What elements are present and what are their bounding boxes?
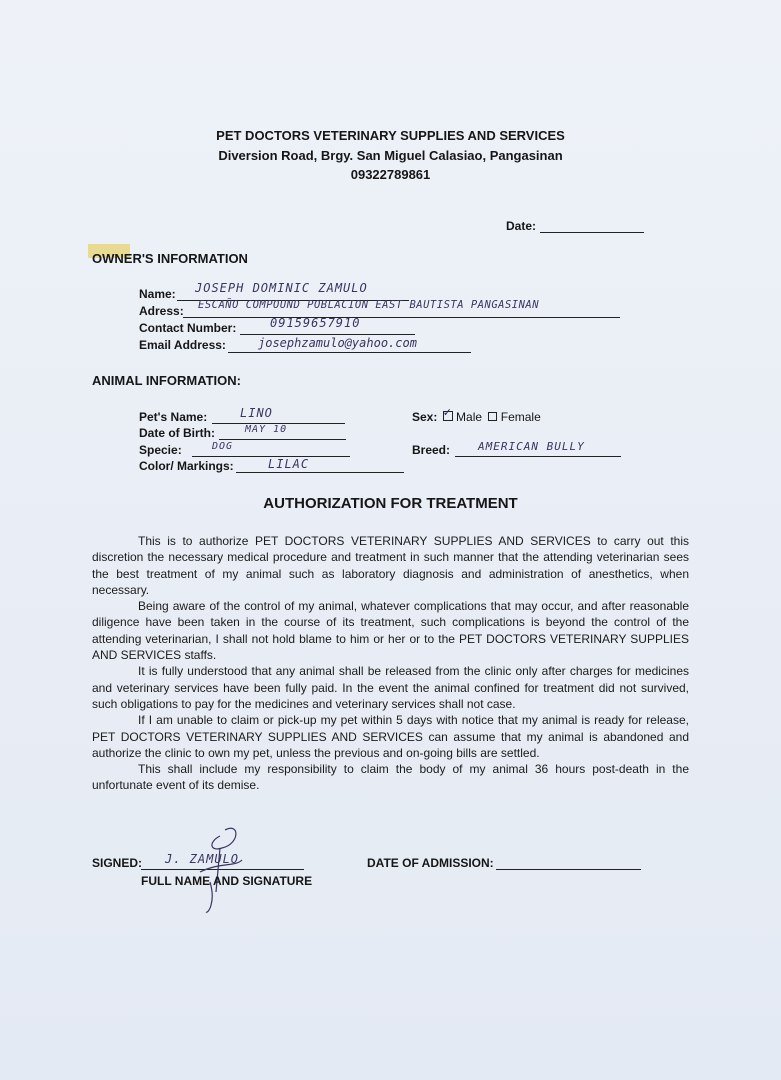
owner-contact-line — [240, 334, 415, 335]
signed-label: SIGNED: — [92, 856, 143, 870]
breed-value: AMERICAN BULLY — [478, 440, 585, 453]
owner-name-label: Name: — [139, 287, 176, 301]
authorization-paragraph: This is to authorize PET DOCTORS VETERINARY SUPPLIES AND SERVICES to carry out this discretion the necessary medical procedure and treatment in such manner that the attending veterinarian sees the best treatment of my animal such as laboratory diagnosis and administration of anesthetics, when necessary. — [92, 534, 689, 597]
owner-address-value: ESCAÑO COMPOUND POBLACION EAST BAUTISTA PANGASINAN — [198, 299, 540, 311]
dob-line — [219, 439, 346, 440]
checkmark-icon: ✓ — [442, 407, 452, 419]
company-phone: 09322789861 — [350, 167, 431, 182]
authorization-paragraph: Being aware of the control of my animal, whatever complications that may occur, and after reasonable diligence have been taken in the course of its treatment, such complications is beyond the control of the attending veterinarian, I shall not hold blame to him or her or to the PET DOCTORS VETERINARY SUPPLIES AND SERVICES staffs. — [92, 599, 689, 663]
authorization-paragraph: If I am unable to claim or pick-up my pet within 5 days with notice that my animal is ready for release, PET DOCTORS VETERINARY SUPPLIES AND SERVICES can assume that my animal is abandoned and authorize the clinic to own my pet, unless the previous and on-going bills are settled. — [92, 713, 689, 760]
authorization-title: AUTHORIZATION FOR TREATMENT — [263, 495, 518, 512]
specie-label: Specie: — [139, 443, 182, 457]
color-line — [236, 472, 404, 473]
signed-value: J. ZAMULO — [165, 852, 240, 866]
owner-name-value: JOSEPH DOMINIC ZAMULO — [195, 281, 368, 295]
pet-name-label: Pet's Name: — [139, 410, 208, 424]
sex-female-label: Female — [500, 410, 541, 424]
sex-male-label: Male — [456, 410, 483, 424]
authorization-body — [92, 533, 689, 794]
owner-contact-label: Contact Number: — [139, 321, 237, 335]
authorization-paragraph: This shall include my responsibility to claim the body of my animal 36 hours post-death in the unfortunate event of its demise. — [92, 762, 689, 793]
admission-line — [496, 869, 641, 870]
company-address: Diversion Road, Brgy. San Miguel Calasiao, Pangasinan — [218, 148, 563, 163]
breed-line — [455, 456, 621, 457]
owner-contact-value: 09159657910 — [270, 316, 361, 330]
sex-label: Sex: — [412, 410, 438, 424]
sex-field — [412, 407, 541, 424]
signature-caption: FULL NAME AND SIGNATURE — [141, 874, 313, 888]
owner-address-line — [183, 317, 620, 318]
admission-label: DATE OF ADMISSION: — [367, 856, 494, 870]
dob-label: Date of Birth: — [139, 426, 215, 440]
color-label: Color/ Markings: — [139, 459, 234, 473]
signature-scribble-icon — [180, 822, 260, 917]
owner-section-title: OWNER'S INFORMATION — [92, 251, 248, 266]
color-value: LILAC — [268, 457, 310, 471]
date-label: Date: — [506, 219, 537, 233]
animal-section-title: ANIMAL INFORMATION: — [92, 373, 241, 388]
owner-email-line — [228, 352, 471, 353]
sex-male-checkbox[interactable] — [442, 407, 453, 421]
dob-value: MAY 10 — [245, 424, 288, 435]
specie-value: DOG — [212, 441, 234, 452]
authorization-paragraph: It is fully understood that any animal shall be released from the clinic only after charges for medicines and veterinary services have been fully paid. In the event the animal confined for treatment did not survived, such obligations to pay for the medicines and veterinary services shall not case. — [92, 664, 689, 711]
date-line — [540, 232, 644, 233]
company-name: PET DOCTORS VETERINARY SUPPLIES AND SERVICES — [216, 128, 565, 143]
owner-email-value: josephzamulo@yahoo.com — [258, 336, 417, 350]
owner-email-label: Email Address: — [139, 338, 226, 352]
sex-female-checkbox[interactable] — [488, 412, 497, 421]
owner-address-label: Adress: — [139, 304, 184, 318]
pet-name-value: LINO — [240, 406, 273, 420]
breed-label: Breed: — [412, 443, 451, 457]
